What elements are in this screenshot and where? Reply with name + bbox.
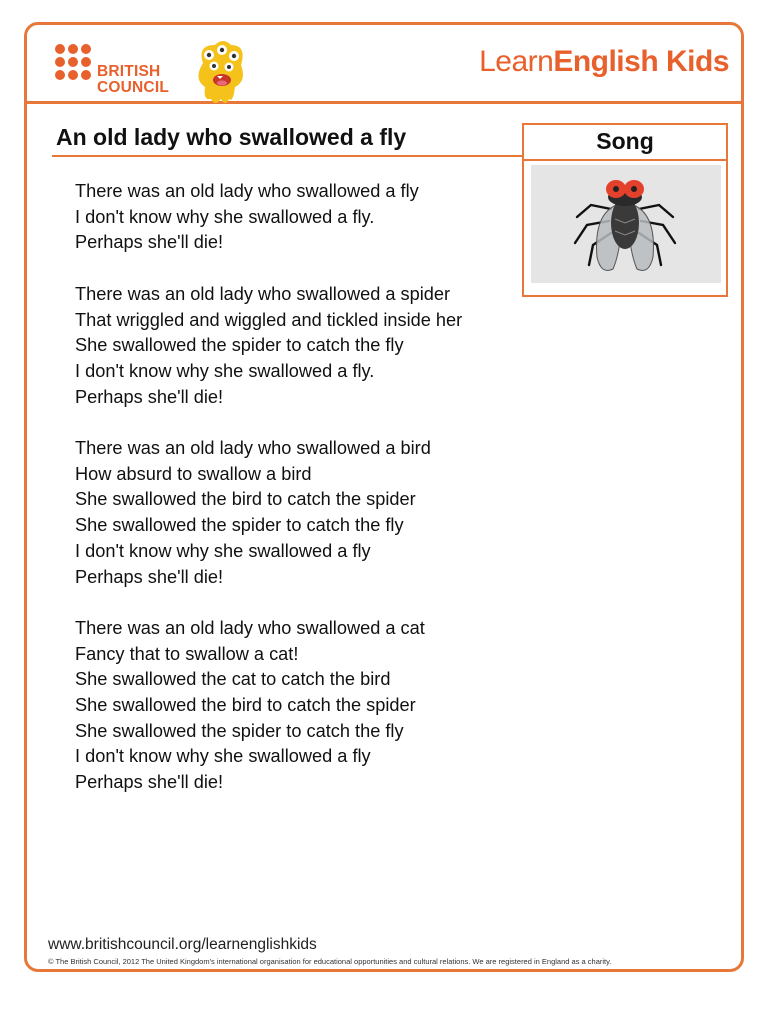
lyric-line: She swallowed the bird to catch the spider [75, 489, 416, 510]
fly-illustration [531, 165, 721, 283]
footer-copyright: © The British Council, 2012 The United Kingdom's international organisation for educational opportunities and cultural relations. We are registered in England as a charity. [48, 957, 612, 966]
lyric-line: There was an old lady who swallowed a bird [75, 438, 431, 458]
page-header [27, 25, 741, 104]
song-label: Song [524, 125, 726, 161]
page-title: An old lady who swallowed a fly [56, 124, 407, 150]
lyric-line: I don't know why she swallowed a fly. [75, 206, 375, 227]
song-panel [522, 123, 728, 297]
song-lyrics [75, 179, 462, 822]
lyric-line: I don't know why she swallowed a fly. [75, 360, 375, 381]
lyric-line: I don't know why she swallowed a fly [75, 746, 371, 767]
lyric-line: There was an old lady who swallowed a cat [75, 617, 425, 638]
lyric-line: Perhaps she'll die! [75, 386, 224, 407]
lyric-line: There was an old lady who swallowed a spider [75, 283, 451, 304]
footer-url: www.britishcouncil.org/learnenglishkids [48, 936, 317, 953]
lyric-line: She swallowed the spider to catch the fly [75, 515, 404, 536]
monster-mascot-icon [189, 37, 253, 109]
lyric-line: She swallowed the spider to catch the fly [75, 720, 404, 741]
learnenglish-kids-logo: LearnEnglish Kids [479, 45, 729, 78]
title-underline [52, 155, 522, 157]
lyric-line: She swallowed the bird to catch the spider [75, 695, 416, 716]
stanza [75, 282, 462, 411]
lyric-line: I don't know why she swallowed a fly [75, 540, 371, 561]
lyric-line: She swallowed the spider to catch the fly [75, 335, 404, 356]
lyric-line: She swallowed the cat to catch the bird [75, 669, 391, 690]
lyric-line: Perhaps she'll die! [75, 772, 224, 793]
lyric-line: Perhaps she'll die! [75, 232, 224, 253]
stanza [75, 616, 462, 796]
british-council-wordmark: BRITISH COUNCIL [97, 63, 170, 96]
lyric-line: Fancy that to swallow a cat! [75, 643, 299, 664]
stanza [75, 436, 462, 590]
lyric-line: There was an old lady who swallowed a fly [75, 181, 419, 201]
stanza [75, 179, 462, 256]
fly-icon [531, 165, 721, 283]
lyric-line: Perhaps she'll die! [75, 566, 224, 587]
lyric-line: That wriggled and wiggled and tickled inside her [75, 309, 463, 330]
lyric-line: How absurd to swallow a bird [75, 463, 312, 484]
